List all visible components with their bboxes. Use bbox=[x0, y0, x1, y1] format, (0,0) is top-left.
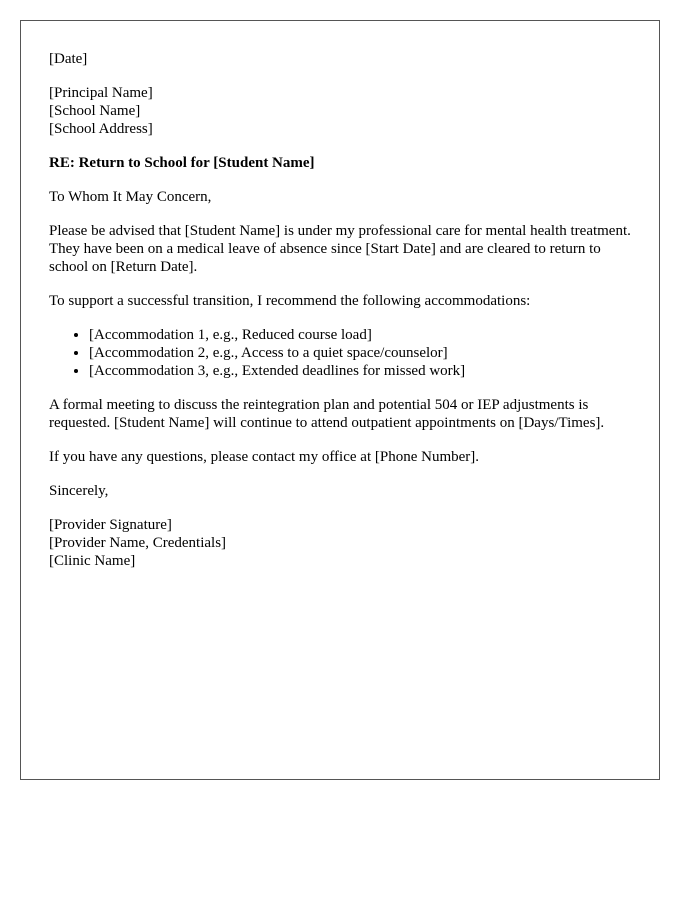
list-item: • [Accommodation 3, e.g., Extended deadlines for missed work] bbox=[89, 362, 631, 380]
list-item: • [Accommodation 2, e.g., Access to a quiet space/counselor] bbox=[89, 344, 631, 362]
provider-signature: [Provider Signature] bbox=[49, 517, 172, 533]
provider-name: [Provider Name, Credentials] bbox=[49, 535, 227, 551]
school-name: [School Name] bbox=[49, 103, 141, 119]
body-paragraph-accommodations-intro: To support a successful transition, I recommend the following accommodations: bbox=[49, 293, 531, 309]
signature-block bbox=[49, 516, 631, 570]
body-paragraph-care-status: Please be advised that [Student Name] is under my professional care for mental health treatment. They have been on a medical leave of absence since [Start Date] and are cleared to return to school on [Return Date]. bbox=[49, 223, 631, 275]
letter-subject: RE: Return to School for [Student Name] bbox=[49, 155, 315, 171]
body-paragraph-contact: If you have any questions, please contact my office at [Phone Number]. bbox=[49, 449, 480, 465]
list-item: • [Accommodation 1, e.g., Reduced course load] bbox=[89, 326, 631, 344]
closing: Sincerely, bbox=[49, 483, 109, 499]
letter-document bbox=[20, 20, 660, 780]
recipient-block bbox=[49, 84, 631, 138]
principal-name: [Principal Name] bbox=[49, 85, 153, 101]
accommodations-list bbox=[49, 326, 631, 380]
school-address: [School Address] bbox=[49, 121, 153, 137]
salutation: To Whom It May Concern, bbox=[49, 189, 212, 205]
body-paragraph-meeting-request: A formal meeting to discuss the reintegration plan and potential 504 or IEP adjustments is requested. [Student Name] will continue to attend outpatient appointments on [Days/Times]. bbox=[49, 397, 605, 431]
clinic-name: [Clinic Name] bbox=[49, 553, 136, 569]
letter-date: [Date] bbox=[49, 51, 88, 67]
